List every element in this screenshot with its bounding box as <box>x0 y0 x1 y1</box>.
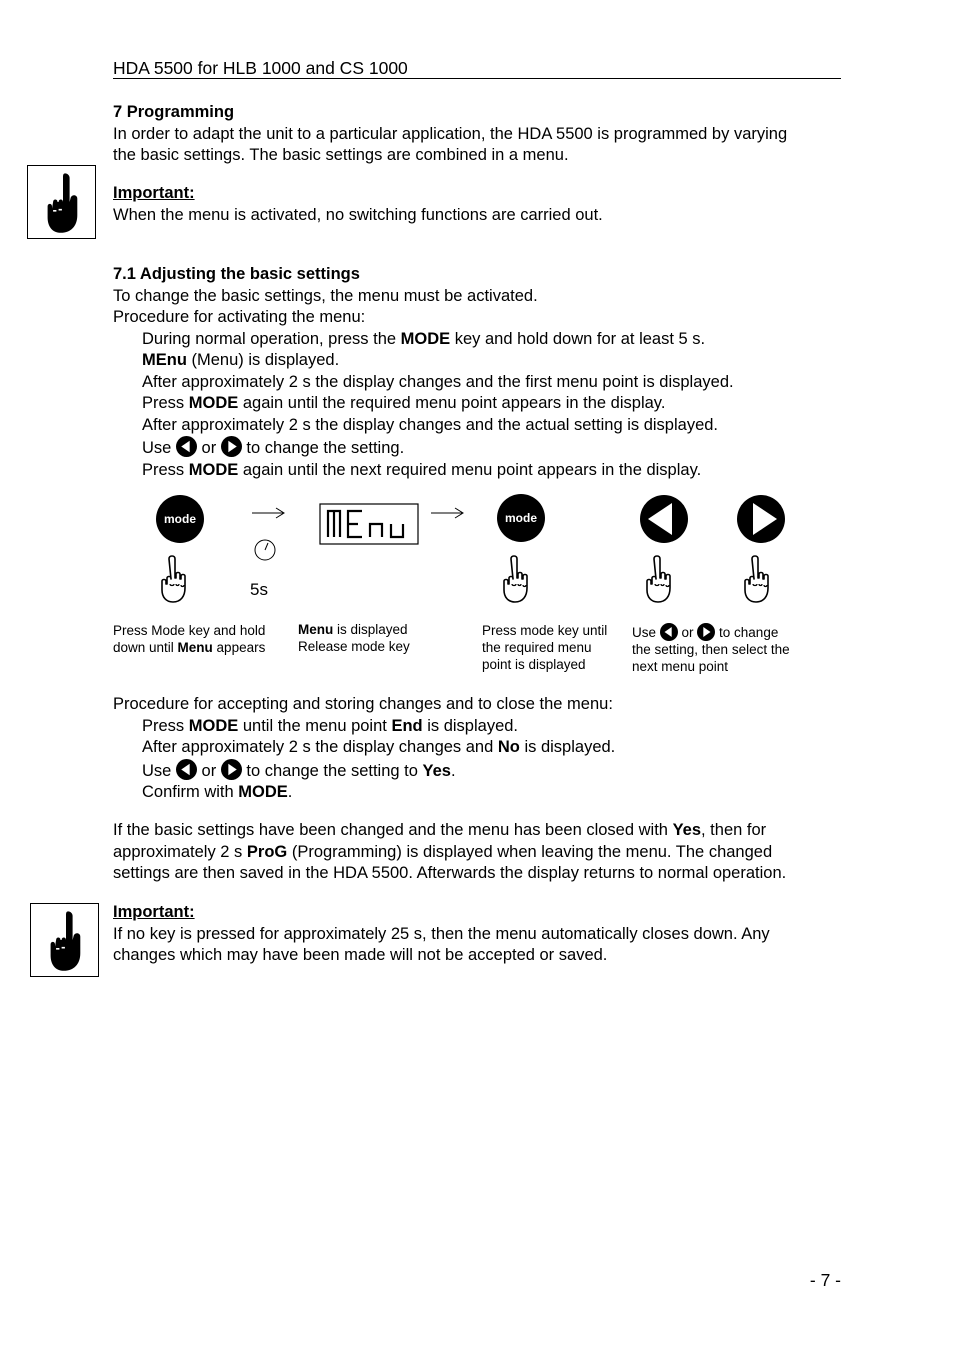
right-arrow-icon <box>697 623 715 641</box>
closing-step-1-c: until the menu point <box>238 716 392 735</box>
arrow-2 <box>431 508 463 518</box>
closing-procedure <box>113 694 615 804</box>
caption-4-line-1-or: or <box>677 625 698 640</box>
step-4-b: MODE <box>188 394 239 412</box>
section-7-line-2: the basic settings. The basic settings are combined in a menu. <box>113 146 569 164</box>
caption-4-line-1 <box>632 623 790 641</box>
closing-p1-b: Yes <box>672 821 702 839</box>
step-5: After approximately 2 s the display changes and the actual setting is displayed. <box>142 415 719 434</box>
closing-intro: Procedure for accepting and storing changes and to close the menu: <box>113 695 613 713</box>
important-label-2: Important: <box>113 903 195 921</box>
closing-paragraph-line-1 <box>113 820 786 842</box>
closing-step-3-or: or <box>196 761 221 780</box>
hand-icon-2 <box>504 556 527 602</box>
arrow-1 <box>252 508 284 518</box>
caption-4-line-1-a: Use <box>632 625 660 640</box>
caption-4-line-2: the setting, then select the <box>632 642 790 657</box>
closing-step-3-a: Use <box>142 761 176 780</box>
section-7-line-1: In order to adapt the unit to a particular application, the HDA 5500 is programmed by varying <box>113 124 788 143</box>
section-71-block <box>113 264 734 481</box>
section-71-intro-1: To change the basic settings, the menu must be activated. <box>113 286 538 305</box>
left-key <box>640 495 688 543</box>
step-4 <box>113 393 734 415</box>
left-arrow-icon <box>660 623 678 641</box>
page-header: HDA 5500 for HLB 1000 and CS 1000 <box>113 58 841 79</box>
caption-4-line-3: next menu point <box>632 659 729 674</box>
right-arrow-icon <box>221 759 242 780</box>
caption-1-line-2-a: down until <box>113 640 178 655</box>
section-7-heading: 7 Programming <box>113 103 235 121</box>
important-hand-icon-2 <box>30 903 99 977</box>
closing-step-3-d: Yes <box>422 761 451 780</box>
closing-paragraph-line-2 <box>113 842 786 864</box>
closing-p2-c: (Programming) is displayed when leaving the menu. The changed <box>287 842 773 861</box>
caption-1-line-2 <box>113 639 265 656</box>
caption-3-line-2: the required menu <box>482 640 592 655</box>
closing-step-1-b: MODE <box>188 716 239 735</box>
step-2-a: MEnu <box>142 351 187 369</box>
section-7-block <box>113 102 787 167</box>
left-arrow-icon <box>176 436 197 457</box>
important-hand-icon-1 <box>27 165 96 239</box>
closing-p1-c: , then for <box>701 821 767 839</box>
closing-step-2-a: After approximately 2 s the display changes and <box>142 738 498 756</box>
step-6-or: or <box>196 439 221 457</box>
right-arrow-icon <box>221 436 242 457</box>
step-3: After approximately 2 s the display changes and the first menu point is displayed. <box>142 372 734 391</box>
caption-1-line-2-b: Menu <box>177 640 213 655</box>
important-text-2b: changes which may have been made will not be accepted or saved. <box>113 946 608 964</box>
step-4-c: again until the required menu point appears in the display. <box>238 394 666 412</box>
important-text-2a: If no key is pressed for approximately 25 s, then the menu automatically closes down. Any <box>113 924 770 943</box>
step-6-c: to change the setting. <box>241 439 405 457</box>
section-71-intro-2: Procedure for activating the menu: <box>113 308 366 326</box>
caption-1-line-1: Press Mode key and hold <box>113 623 266 638</box>
caption-2-line-1 <box>298 621 410 638</box>
caption-1-line-2-c: appears <box>212 640 266 655</box>
closing-step-4-b: MODE <box>238 783 288 801</box>
clock-icon <box>255 540 275 560</box>
important-label-1: Important: <box>113 184 195 202</box>
closing-p1-a: If the basic settings have been changed and the menu has been closed with <box>113 821 673 839</box>
important-text-1: When the menu is activated, no switching functions are carried out. <box>113 205 603 224</box>
step-6 <box>113 436 734 460</box>
closing-p2-a: approximately 2 s <box>113 842 247 861</box>
closing-step-3-e: . <box>450 761 456 780</box>
closing-p2-b: ProG <box>246 842 288 861</box>
step-7-b: MODE <box>188 460 239 479</box>
step-1 <box>113 329 734 351</box>
mode-key-1-label: mode <box>163 512 197 526</box>
caption-2 <box>298 621 410 655</box>
caption-3-line-1: Press mode key until <box>482 623 608 638</box>
caption-4 <box>632 623 790 675</box>
right-key <box>737 495 785 543</box>
closing-step-1-e: is displayed. <box>422 716 519 735</box>
menu-activation-diagram <box>100 490 840 615</box>
step-7-a: Press <box>142 460 189 479</box>
step-7 <box>113 460 734 482</box>
caption-3-line-3: point is displayed <box>482 657 586 672</box>
step-6-a: Use <box>142 439 176 457</box>
closing-step-4-c: . <box>287 783 293 801</box>
closing-step-2-c: is displayed. <box>519 738 616 756</box>
mode-key-1 <box>156 495 204 543</box>
caption-3 <box>482 622 607 673</box>
timer-label: 5s <box>250 580 268 599</box>
mode-key-2-label: mode <box>504 511 538 525</box>
closing-step-2-b: No <box>497 738 520 756</box>
left-arrow-icon <box>176 759 197 780</box>
closing-step-1 <box>113 716 615 738</box>
closing-step-3 <box>113 759 615 783</box>
mode-key-2 <box>497 494 545 542</box>
closing-paragraph-line-3: settings are then saved in the HDA 5500. Afterwards the display returns to normal operation. <box>113 864 787 882</box>
caption-2-line-1-b: is displayed <box>333 622 408 637</box>
closing-step-1-a: Press <box>142 716 189 735</box>
step-1-a: During normal operation, press the <box>142 329 401 348</box>
closing-step-4-a: Confirm with <box>142 783 239 801</box>
step-2-b: (Menu) is displayed. <box>186 351 340 369</box>
step-1-c: key and hold down for at least 5 s. <box>450 329 706 348</box>
hand-icon-1 <box>162 556 185 602</box>
closing-step-3-c: to change the setting to <box>241 761 423 780</box>
closing-step-2 <box>113 737 615 759</box>
important-note-2 <box>113 902 770 967</box>
closing-paragraph <box>113 820 786 885</box>
closing-step-1-d: End <box>391 716 423 735</box>
closing-step-4 <box>113 782 615 804</box>
step-7-c: again until the next required menu point appears in the display. <box>238 460 702 479</box>
step-4-a: Press <box>142 394 189 412</box>
step-2 <box>113 350 734 372</box>
important-note-1 <box>113 183 603 226</box>
menu-display <box>320 504 418 544</box>
hand-icon-3 <box>647 556 670 602</box>
hand-icon-4 <box>745 556 768 602</box>
caption-4-line-1-c: to change <box>715 625 779 640</box>
step-1-b: MODE <box>400 329 451 348</box>
caption-2-line-2: Release mode key <box>298 639 410 654</box>
page-number: - 7 - <box>809 1270 841 1290</box>
caption-1 <box>113 622 265 656</box>
section-71-heading: 7.1 Adjusting the basic settings <box>113 265 360 283</box>
caption-2-line-1-a: Menu <box>298 622 334 637</box>
